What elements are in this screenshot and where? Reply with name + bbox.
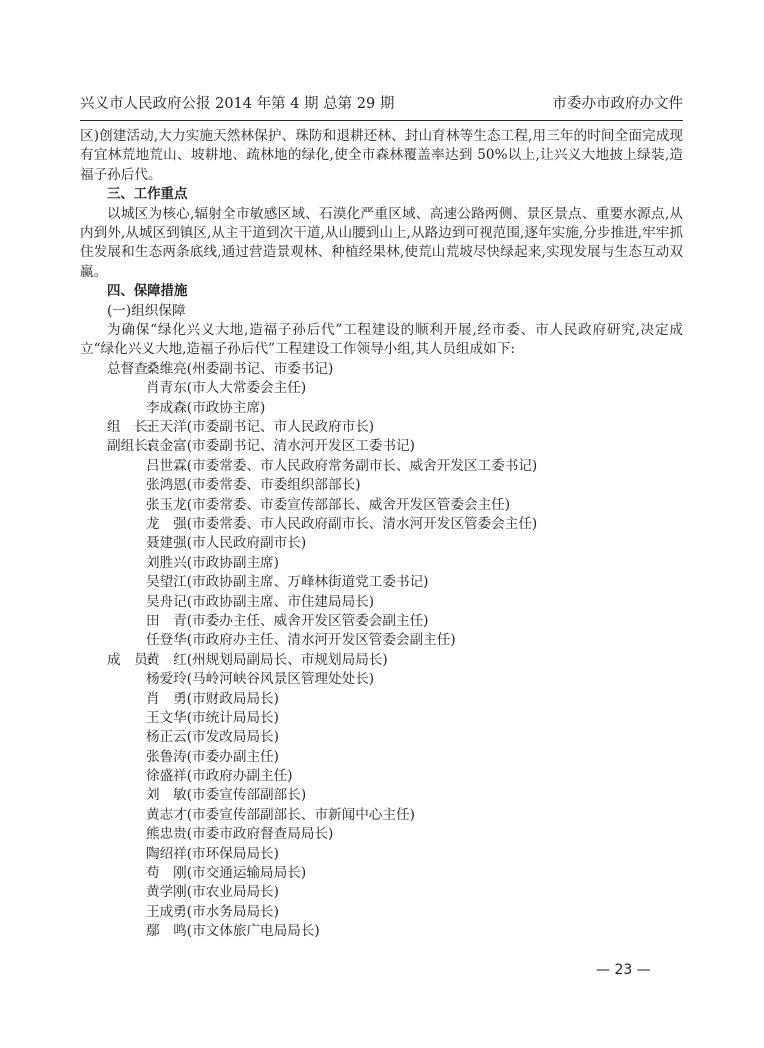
member-name: 王文华(市统计局局长): [146, 709, 279, 726]
member-list: [80, 360, 683, 942]
member-row: [80, 437, 683, 456]
member-name: 黄学刚(市农业局局长): [146, 884, 279, 901]
member-row: [80, 883, 683, 902]
intro-paragraph: 区)创建活动,大力实施天然林保护、珠防和退耕还林、封山育林等生态工程,用三年的时间全面完成现有宜林荒地荒山、坡耕地、疏林地的绿化,使全市森林覆盖率达到 50%以上,让兴义大地披上绿装,造福子孙后代。: [80, 128, 683, 183]
member-name: 聂建强(市人民政府副市长): [146, 535, 307, 552]
member-role: 总督查:: [107, 360, 153, 377]
member-name: 袁金富(市委副书记、清水河开发区工委书记): [146, 438, 415, 455]
member-name: 吴舟记(市政协副主席、市住建局局长): [146, 593, 375, 610]
member-row: [80, 360, 683, 379]
section3-paragraph: 以城区为核心,辐射全市敏感区域、石漠化严重区域、高速公路两侧、景区景点、重要水源点,从内到外,从城区到镇区,从主干道到次干道,从山腰到山上,从路边到可视范围,逐年实施,分步推进,牢牢抓住发展和生态两条底线,通过营造景观林、种植经果林,使荒山荒坡尽快绿起来,实现发展与生态互动双赢。: [80, 205, 683, 280]
section4-paragraph: 为确保“绿化兴义大地,造福子孙后代”工程建设的顺利开展,经市委、市人民政府研究,决定成立“绿化兴义大地,造福子孙后代”工程建设工作领导小组,其人员组成如下:: [80, 322, 683, 358]
member-row: [80, 379, 683, 398]
member-row: [80, 612, 683, 631]
member-name: 张鸿恩(市委常委、市委组织部部长): [146, 477, 361, 494]
member-row: [80, 748, 683, 767]
page-number: — 23 —: [596, 962, 651, 978]
member-row: [80, 476, 683, 495]
member-row: [80, 709, 683, 728]
member-name: 桑维亮(州委副书记、市委书记): [146, 360, 334, 377]
section3-heading: 三、工作重点: [107, 187, 188, 203]
member-row: [80, 767, 683, 786]
member-name: 杨正云(市发改局局长): [146, 729, 279, 746]
member-row: [80, 806, 683, 825]
member-row: [80, 573, 683, 592]
member-name: 吕世霖(市委常委、市人民政府常务副市长、威舍开发区工委书记): [146, 457, 538, 474]
member-row: [80, 845, 683, 864]
member-name: 王成勇(市水务局局长): [146, 903, 279, 920]
member-row: [80, 593, 683, 612]
member-role: 副组长:: [107, 438, 153, 455]
member-name: 陶绍祥(市环保局局长): [146, 845, 279, 862]
member-name: 王天洋(市委副书记、市人民政府市长): [146, 419, 375, 436]
member-name: 任登华(市政府办主任、清水河开发区管委会副主任): [146, 632, 456, 649]
member-row: [80, 418, 683, 437]
member-name: 徐盛祥(市政府办副主任): [146, 768, 293, 785]
member-row: [80, 554, 683, 573]
member-row: [80, 496, 683, 515]
member-name: 鄢 鸣(市文体旅广电局局长): [146, 923, 320, 940]
header-publication: 兴义市人民政府公报 2014 年第 4 期 总第 29 期: [80, 96, 395, 112]
member-name: 吴望江(市政协副主席、万峰林街道党工委书记): [146, 574, 429, 591]
member-row: [80, 631, 683, 650]
member-name: 刘胜兴(市政协副主席): [146, 554, 279, 571]
member-name: 张玉龙(市委常委、市委宣传部部长、威舍开发区管委会主任): [146, 496, 511, 513]
member-name: 张鲁涛(市委办副主任): [146, 748, 279, 765]
member-role: 成 员:: [107, 651, 153, 668]
member-row: [80, 922, 683, 941]
member-name: 田 青(市委办主任、威舍开发区管委会副主任): [146, 612, 429, 629]
document-body: [80, 127, 683, 942]
member-row: [80, 399, 683, 418]
member-row: [80, 864, 683, 883]
member-row: [80, 457, 683, 476]
section4-subheading: (一)组织保障: [107, 302, 186, 319]
member-row: [80, 515, 683, 534]
member-row: [80, 786, 683, 805]
section4-heading: 四、保障措施: [107, 284, 188, 300]
member-name: 熊忠贵(市委市政府督查局局长): [146, 826, 334, 843]
member-row: [80, 534, 683, 553]
member-row: [80, 670, 683, 689]
member-name: 龙 强(市委常委、市人民政府副市长、清水河开发区管委会主任): [146, 516, 538, 532]
member-row: [80, 690, 683, 709]
member-row: [80, 825, 683, 844]
member-name: 黄志才(市委宣传部副部长、市新闻中心主任): [146, 806, 415, 823]
member-name: 肖青东(市人大常委会主任): [146, 380, 307, 397]
member-name: 苟 刚(市交通运输局局长): [146, 865, 307, 882]
member-name: 肖 勇(市财政局局长): [146, 690, 279, 707]
header-category: 市委办市政府办文件: [552, 96, 683, 112]
page-header: [80, 94, 683, 114]
member-name: 刘 敏(市委宣传部副部长): [146, 787, 307, 804]
member-name: 李成森(市政协主席): [146, 399, 266, 416]
member-name: 杨爱玲(马岭河峡谷风景区管理处处长): [146, 671, 375, 688]
member-row: [80, 903, 683, 922]
member-name: 黄 红(州规划局副局长、市规划局局长): [146, 651, 388, 668]
header-rule: [80, 120, 683, 121]
member-role: 组 长:: [107, 419, 153, 436]
member-row: [80, 728, 683, 747]
member-row: [80, 651, 683, 670]
